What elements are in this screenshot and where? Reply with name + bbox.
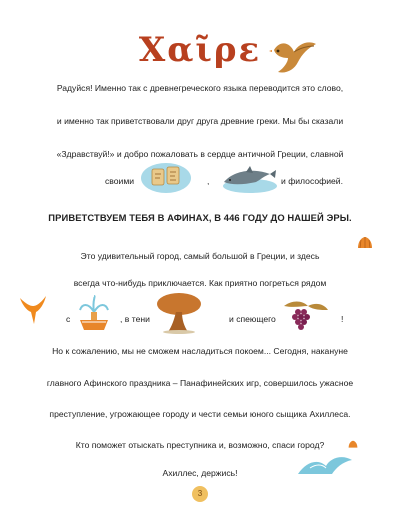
- text-line: преступление, угрожающее городу и чести семьи юного сыщика Ахиллеса.: [49, 409, 351, 419]
- page-title: Χαῖρε: [138, 30, 262, 70]
- text-line: и именно так приветствовали друг друга древние греки. Мы бы сказали: [56, 116, 344, 126]
- text-line: Радуйся! Именно так с древнегреческого языка переводится это слово,: [56, 83, 344, 93]
- text-line: Ахиллес, держись!: [162, 468, 238, 478]
- grapes-icon: [278, 298, 330, 334]
- seashell-icon: [357, 236, 373, 250]
- text-fragment: своими: [105, 176, 135, 186]
- text-fragment: с: [66, 314, 71, 324]
- text-line: Кто поможет отыскать преступника и, возможно, спаси город?: [75, 440, 325, 450]
- text-line: главного Афинского праздника – Панафинейских игр, совершилось ужасное: [46, 378, 354, 388]
- small-bird-icon: [16, 290, 50, 326]
- text-line: Это удивительный город, самый большой в Греции, и здесь: [80, 251, 320, 261]
- text-line: всегда что-нибудь приключается. Как приятно погреться рядом: [73, 278, 327, 288]
- olive-tree-icon: [152, 292, 206, 334]
- text-line: Но к сожалению, мы не сможем насладиться покоем... Сегодня, накануне: [52, 346, 348, 356]
- text-fragment: и философией.: [281, 176, 343, 186]
- dolphin-icon: [220, 164, 278, 194]
- text-fragment: , в тени: [120, 314, 150, 324]
- tablets-icon: [140, 160, 192, 194]
- text-fragment: !: [341, 314, 344, 324]
- text-fragment: ,: [207, 176, 210, 186]
- fountain-icon: [74, 294, 114, 334]
- seashell-icon: [348, 440, 358, 449]
- text-fragment: и спеющего: [229, 314, 276, 324]
- text-line: «Здравствуй!» и добро пожаловать в сердце античной Греции, славной: [56, 149, 344, 159]
- wave-icon: [296, 452, 354, 478]
- bird-icon: [268, 36, 320, 80]
- section-heading: ПРИВЕТСТВУЕМ ТЕБЯ В АФИНАХ, В 446 ГОДУ ДО НАШЕЙ ЭРЫ.: [48, 212, 352, 223]
- page-number: 3: [192, 486, 208, 502]
